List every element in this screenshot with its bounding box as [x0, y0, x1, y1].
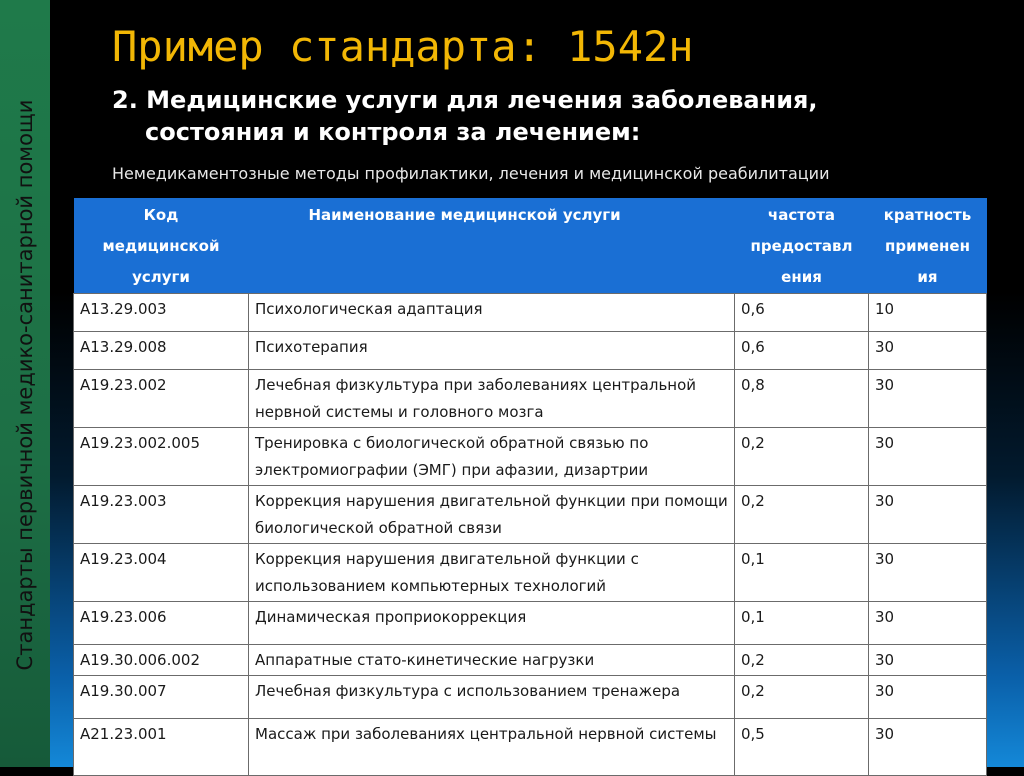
header-service-code [74, 198, 249, 294]
cell-multiplicity: 30 [869, 486, 987, 544]
cell-frequency: 0,1 [735, 544, 869, 602]
cell-name: Психотерапия [249, 332, 735, 370]
cell-multiplicity: 10 [869, 294, 987, 332]
medical-services-table [73, 198, 987, 776]
table-row [74, 486, 987, 544]
header-frequency-line-3: ения [781, 268, 822, 286]
header-multiplicity-line-2: применен [885, 237, 970, 255]
header-code-line-2: медицинской [102, 237, 220, 255]
cell-name: Психологическая адаптация [249, 294, 735, 332]
cell-multiplicity: 30 [869, 428, 987, 486]
cell-name: Массаж при заболеваниях центральной нервной системы [249, 719, 735, 776]
cell-code: A19.23.006 [74, 602, 249, 645]
cell-frequency: 0,8 [735, 370, 869, 428]
cell-code: A19.23.003 [74, 486, 249, 544]
slide-title: Пример стандарта: 1542н [112, 22, 694, 71]
cell-name: Тренировка с биологической обратной связью по электромиографии (ЭМГ) при афазии, дизартрии [249, 428, 735, 486]
cell-multiplicity: 30 [869, 332, 987, 370]
header-frequency-line-1: частота [767, 206, 836, 224]
cell-code: A19.23.004 [74, 544, 249, 602]
cell-code: A13.29.003 [74, 294, 249, 332]
cell-code: A19.30.007 [74, 676, 249, 719]
cell-frequency: 0,6 [735, 294, 869, 332]
header-multiplicity [869, 198, 987, 294]
cell-code: A21.23.001 [74, 719, 249, 776]
sidebar-band [0, 0, 50, 767]
cell-frequency: 0,2 [735, 486, 869, 544]
cell-frequency: 0,2 [735, 676, 869, 719]
cell-code: A19.23.002.005 [74, 428, 249, 486]
cell-frequency: 0,2 [735, 645, 869, 676]
table-row [74, 602, 987, 645]
table-row [74, 332, 987, 370]
header-multiplicity-line-1: кратность [883, 206, 972, 224]
cell-name: Коррекция нарушения двигательной функции с использованием компьютерных технологий [249, 544, 735, 602]
header-multiplicity-line-3: ия [917, 268, 938, 286]
cell-frequency: 0,2 [735, 428, 869, 486]
cell-multiplicity: 30 [869, 370, 987, 428]
cell-frequency: 0,5 [735, 719, 869, 776]
cell-multiplicity: 30 [869, 544, 987, 602]
table-header-row [74, 198, 987, 294]
table-row [74, 294, 987, 332]
table-row [74, 370, 987, 428]
table-row [74, 676, 987, 719]
section-heading [112, 84, 818, 148]
cell-multiplicity: 30 [869, 719, 987, 776]
cell-name: Лечебная физкультура с использованием тренажера [249, 676, 735, 719]
cell-frequency: 0,1 [735, 602, 869, 645]
cell-name: Коррекция нарушения двигательной функции при помощи биологической обратной связи [249, 486, 735, 544]
cell-name: Аппаратные стато-кинетические нагрузки [249, 645, 735, 676]
header-frequency [735, 198, 869, 294]
section-heading-line-2: состояния и контроля за лечением: [145, 118, 641, 146]
header-service-name: Наименование медицинской услуги [249, 198, 735, 294]
cell-name: Лечебная физкультура при заболеваниях центральной нервной системы и головного мозга [249, 370, 735, 428]
header-code-line-3: услуги [132, 268, 190, 286]
cell-code: A13.29.008 [74, 332, 249, 370]
table-row [74, 645, 987, 676]
cell-multiplicity: 30 [869, 676, 987, 719]
section-heading-line-1: 2. Медицинские услуги для лечения заболевания, [112, 86, 818, 114]
cell-multiplicity: 30 [869, 645, 987, 676]
cell-multiplicity: 30 [869, 602, 987, 645]
header-code-line-1: Код [143, 206, 179, 224]
table-row [74, 544, 987, 602]
table-row [74, 428, 987, 486]
header-frequency-line-2: предоставл [750, 237, 853, 255]
cell-frequency: 0,6 [735, 332, 869, 370]
sidebar-vertical-title: Стандарты первичной медико-санитарной помощи [13, 99, 37, 671]
cell-name: Динамическая проприокоррекция [249, 602, 735, 645]
table-caption: Немедикаментозные методы профилактики, лечения и медицинской реабилитации [112, 164, 830, 183]
cell-code: A19.23.002 [74, 370, 249, 428]
cell-code: A19.30.006.002 [74, 645, 249, 676]
